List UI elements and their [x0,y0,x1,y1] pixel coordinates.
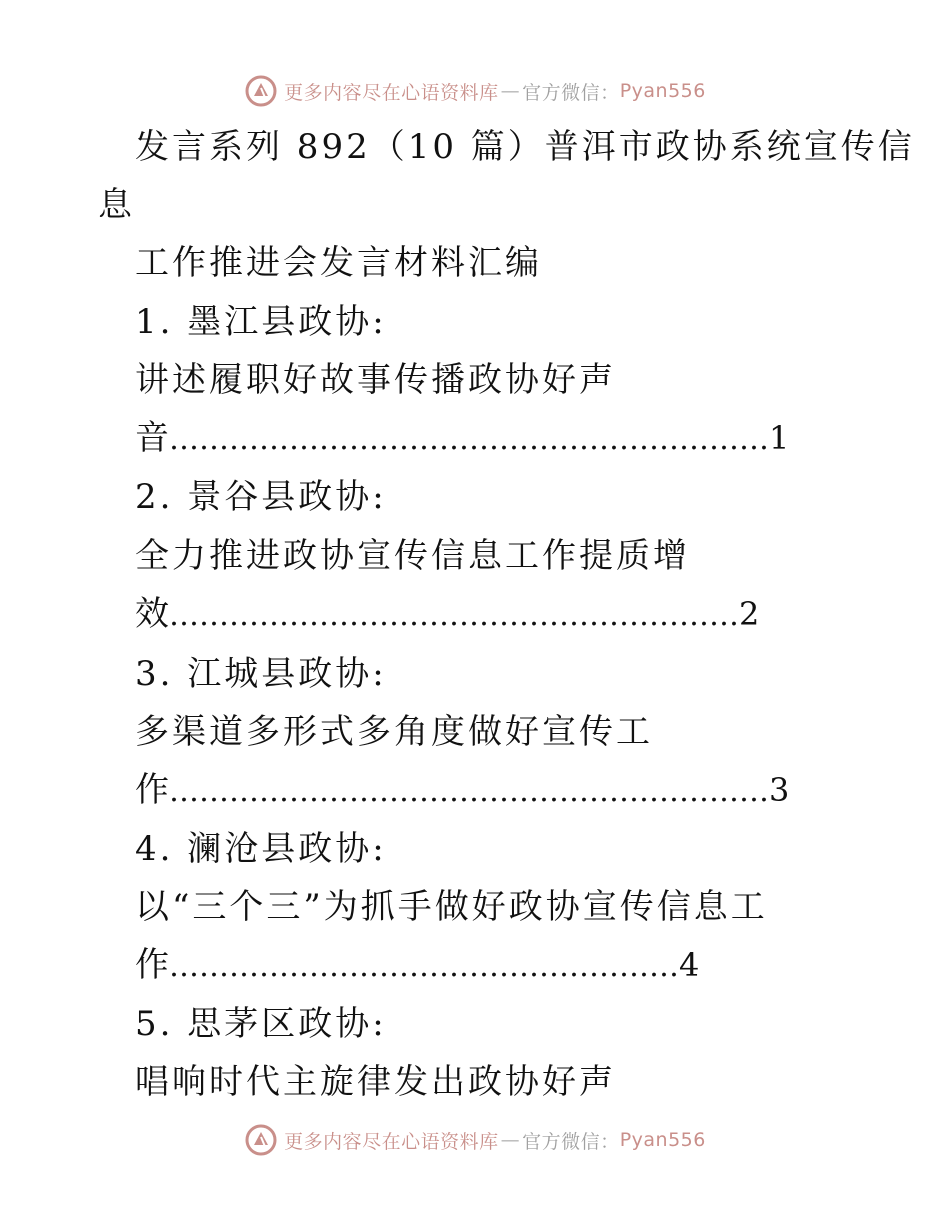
toc-entry-5-heading: 5. 思茅区政协: [135,1004,387,1044]
toc-entry-4-heading: 4. 澜沧县政协: [135,829,387,869]
watermark-account: Pyan556 [619,80,706,102]
footer-watermark [0,1120,950,1160]
toc-entry-1-heading: 1. 墨江县政协: [135,302,387,342]
toc-entry-1-title: 讲述履职好故事传播政协好声 [135,360,616,400]
toc-entry-1-leader [135,418,789,460]
toc-entry-3-leader [135,770,789,812]
toc-entry-2-page: 2 [739,595,760,633]
toc-entry-4-dots: …………………………………………… [169,949,679,984]
toc-entry-3-title: 多渠道多形式多角度做好宣传工 [135,712,653,752]
toc-entry-4-tail: 作 [135,945,169,985]
toc-entry-2-dots: ………………………………………………… [169,598,739,633]
toc-entry-1-tail: 音 [135,418,169,458]
watermark-text: 更多内容尽在心语资料库 [284,1130,499,1153]
watermark-wechat-label: 官方微信： [522,81,620,104]
toc-entry-3-page: 3 [769,771,790,809]
toc-entry-2-leader [135,594,759,636]
toc-entry-4-page: 4 [679,946,700,984]
watermark-separator: — [500,80,521,102]
toc-entry-2-heading: 2. 景谷县政协: [135,477,387,517]
toc-entry-3-tail: 作 [135,770,169,810]
watermark-text: 更多内容尽在心语资料库 [284,81,499,104]
toc-entry-1-dots: …………………………………………………… [169,422,769,457]
toc-entry-3-dots: …………………………………………………… [169,774,769,809]
document-title-line-1: 发言系列 892（10 篇）普洱市政协系统宣传信 [135,127,915,167]
watermark-wechat-label: 官方微信： [522,1130,620,1153]
toc-entry-1-page: 1 [769,419,790,457]
toc-entry-4-leader [135,945,699,987]
brand-logo-icon [244,1123,278,1157]
watermark-separator: — [500,1129,521,1151]
toc-entry-2-title: 全力推进政协宣传信息工作提质增 [135,536,690,576]
toc-entry-4-title: 以“三个三”为抓手做好政协宣传信息工 [135,887,768,927]
watermark-account: Pyan556 [619,1129,706,1151]
toc-entry-3-heading: 3. 江城县政协: [135,654,387,694]
document-title-line-2: 息 [98,185,135,225]
document-subtitle: 工作推进会发言材料汇编 [135,243,542,283]
toc-entry-5-title: 唱响时代主旋律发出政协好声 [135,1062,616,1102]
toc-entry-2-tail: 效 [135,594,169,634]
